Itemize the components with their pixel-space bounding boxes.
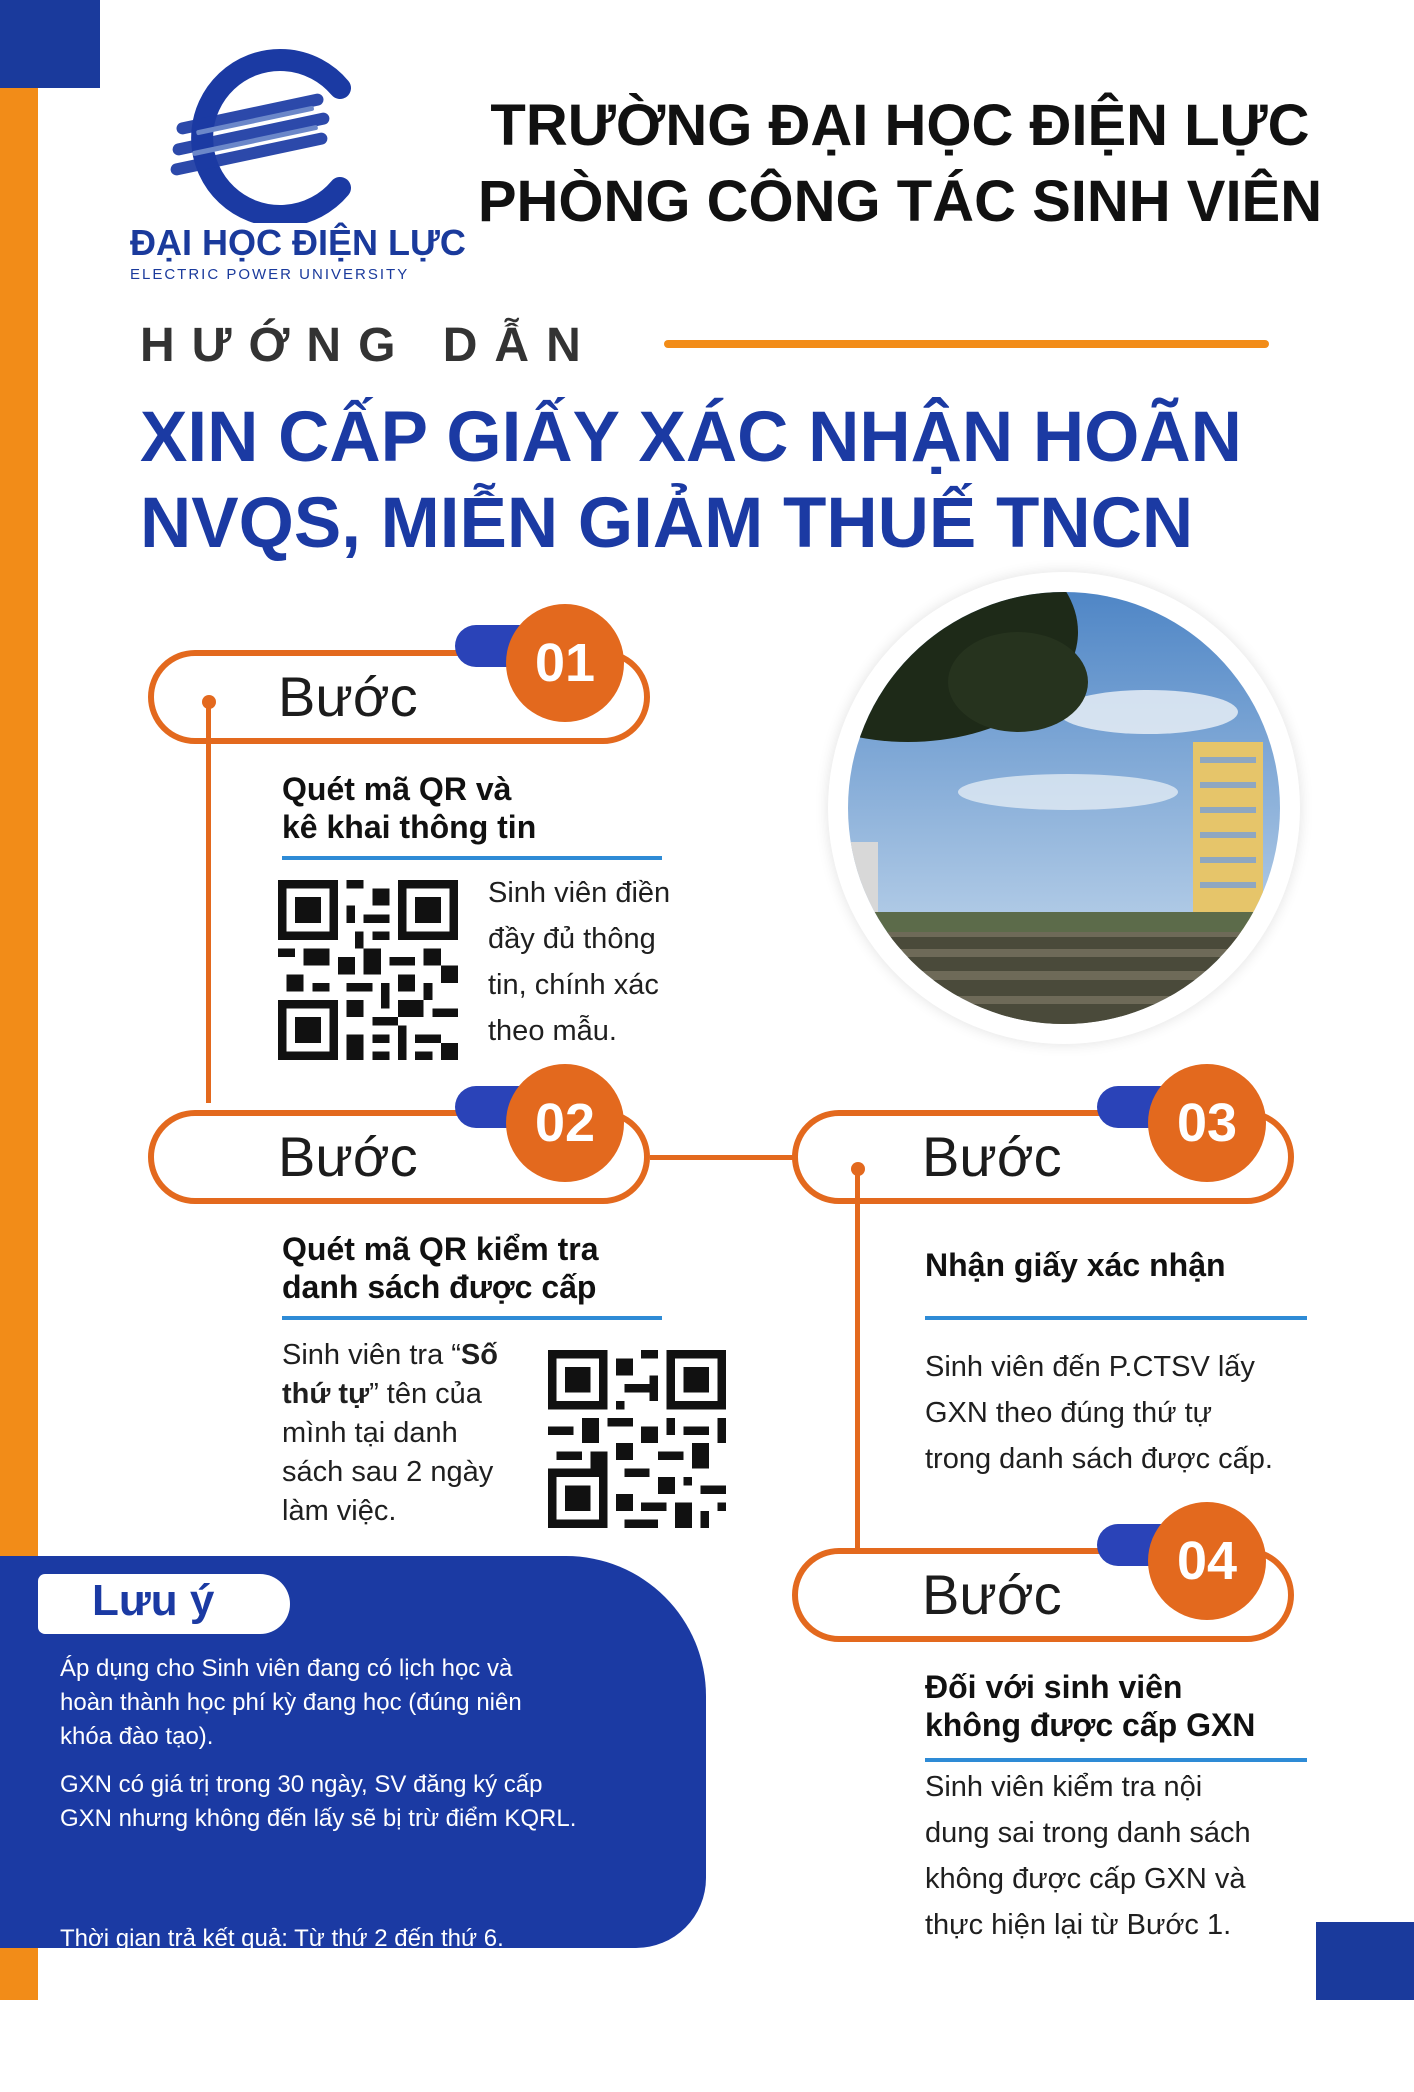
logo-caption <box>130 222 466 283</box>
step-4-title: Đối với sinh viên không được cấp GXN <box>925 1669 1256 1743</box>
campus-photo <box>848 592 1280 1024</box>
step-1-qr-code[interactable] <box>278 880 458 1065</box>
step-2-title: Quét mã QR kiểm tra danh sách được cấp <box>282 1231 599 1305</box>
corner-block-bottom-right <box>1316 1922 1414 2000</box>
step-1-rule <box>282 856 662 860</box>
step-2-rule <box>282 1316 662 1320</box>
qr-code-icon <box>278 880 458 1060</box>
logo-emblem-icon <box>135 48 395 223</box>
step-4-label: Bước <box>922 1563 1062 1626</box>
step-2-label: Bước <box>278 1125 418 1188</box>
step-4-rule <box>925 1758 1307 1762</box>
step-3-title: Nhận giấy xác nhận <box>925 1247 1226 1283</box>
note-paragraph-2: GXN có giá trị trong 30 ngày, SV đăng ký cấp GXN nhưng không đến lấy sẽ bị trừ điểm KQRL. <box>60 1771 577 1832</box>
step-4-body: Sinh viên kiểm tra nội dung sai trong danh sách không được cấp GXN và thực hiện lại từ Bước 1. <box>925 1771 1251 1941</box>
page-title-line-2: NVQS, MIỄN GIẢM THUẾ TNCN <box>140 484 1194 563</box>
step-2-body: Sinh viên tra “Số thứ tự” tên của mình tại danh sách sau 2 ngày làm việc. <box>282 1339 498 1527</box>
note-paragraph-1: Áp dụng cho Sinh viên đang có lịch học và hoàn thành học phí kỳ đang học (đúng niên khóa đào tạo). <box>60 1655 522 1750</box>
page-title-line-1: XIN CẤP GIẤY XÁC NHẬN HOÃN <box>140 398 1242 477</box>
school-heading <box>420 88 1380 240</box>
connector-step2-step3 <box>650 1155 794 1160</box>
step-1-number: 01 <box>506 604 624 722</box>
page-title <box>140 395 1340 567</box>
step-4-number: 04 <box>1148 1502 1266 1620</box>
logo-subtitle: ELECTRIC POWER UNIVERSITY <box>130 266 410 283</box>
qr-code-icon <box>548 1350 726 1528</box>
step-3-body: Sinh viên đến P.CTSV lấy GXN theo đúng thứ tự trong danh sách được cấp. <box>925 1351 1273 1475</box>
school-name: TRƯỜNG ĐẠI HỌC ĐIỆN LỰC <box>490 93 1310 158</box>
step-2-number: 02 <box>506 1064 624 1182</box>
step-2-qr-code[interactable] <box>548 1350 726 1533</box>
step-1-label: Bước <box>278 665 418 728</box>
guide-label: HƯỚNG DẪN <box>140 319 598 372</box>
step-3-rule <box>925 1316 1307 1320</box>
step-3-number: 03 <box>1148 1064 1266 1182</box>
department-name: PHÒNG CÔNG TÁC SINH VIÊN <box>477 169 1323 234</box>
step-1-title: Quét mã QR và kê khai thông tin <box>282 771 537 845</box>
logo-name: ĐẠI HỌC ĐIỆN LỰC <box>130 222 466 263</box>
note-paragraph-3: Thời gian trả kết quả: Từ thứ 2 đến thứ 6. Sáng: từ 8h30 - 11h30; Chiều: 13h30 - 16h30. <box>60 1925 556 2054</box>
connector-step3-step4 <box>855 1170 860 1556</box>
step-1-body: Sinh viên điền đầy đủ thông tin, chính xác theo mẫu. <box>488 877 671 1047</box>
guide-divider <box>664 340 1269 348</box>
connector-step1-step2 <box>206 705 211 1103</box>
note-title: Lưu ý <box>92 1576 215 1625</box>
step-3-label: Bước <box>922 1125 1062 1188</box>
corner-block-top-left <box>0 0 100 88</box>
